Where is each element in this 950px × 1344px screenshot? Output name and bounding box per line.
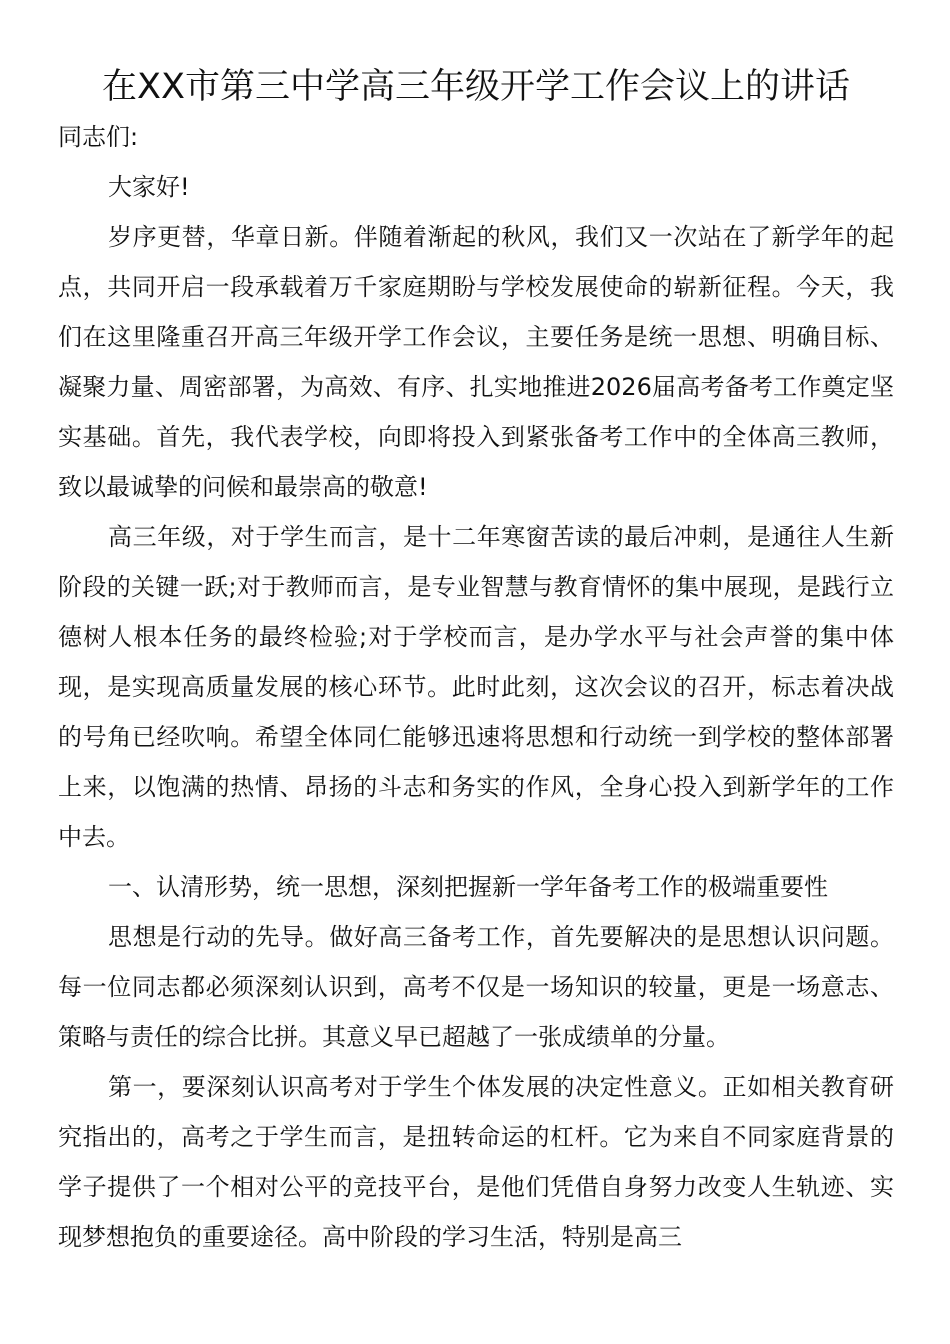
greeting: 大家好! xyxy=(108,173,190,201)
document-title: 在XX市第三中学高三年级开学工作会议上的讲话 xyxy=(102,67,850,107)
salutation: 同志们: xyxy=(58,123,139,151)
section-heading: 一、认清形势，统一思想，深刻把握新一学年备考工作的极端重要性 xyxy=(108,873,828,901)
paragraph-significance: 高三年级，对于学生而言，是十二年寒窗苦读的最后冲刺，是通往人生新阶段的关键一跃;对于教师而言，是专业智慧与教育情怀的集中展现，是践行立德树人根本任务的最终检验;对于学校而言，是办学水平与社会声誉的集中体现，是实现高质量发展的核心环节。此时此刻，这次会议的召开，标志着决战的号角已经吹响。希望全体同仁能够迅速将思想和行动统一到学校的整体部署上来，以饱满的热情、昂扬的斗志和务实的作风，全身心投入到新学年的工作中去。 xyxy=(58,523,894,851)
paragraph-first-point: 第一，要深刻认识高考对于学生个体发展的决定性意义。正如相关教育研究指出的，高考之于学生而言，是扭转命运的杠杆。它为来自不同家庭背景的学子提供了一个相对公平的竞技平台，是他们凭借自身努力改变人生轨迹、实现梦想抱负的重要途径。高中阶段的学习生活，特别是高三 xyxy=(58,1073,894,1251)
paragraph-opening: 岁序更替，华章日新。伴随着渐起的秋风，我们又一次站在了新学年的起点，共同开启一段承载着万千家庭期盼与学校发展使命的崭新征程。今天，我们在这里隆重召开高三年级开学工作会议，主要任务是统一思想、明确目标、凝聚力量、周密部署，为高效、有序、扎实地推进2026届高考备考工作奠定坚实基础。首先，我代表学校，向即将投入到紧张备考工作中的全体高三教师，致以最诚挚的问候和最崇高的敬意! xyxy=(58,223,894,501)
paragraph-thought: 思想是行动的先导。做好高三备考工作，首先要解决的是思想认识问题。每一位同志都必须深刻认识到，高考不仅是一场知识的较量，更是一场意志、策略与责任的综合比拼。其意义早已超越了一张成绩单的分量。 xyxy=(58,923,894,1051)
